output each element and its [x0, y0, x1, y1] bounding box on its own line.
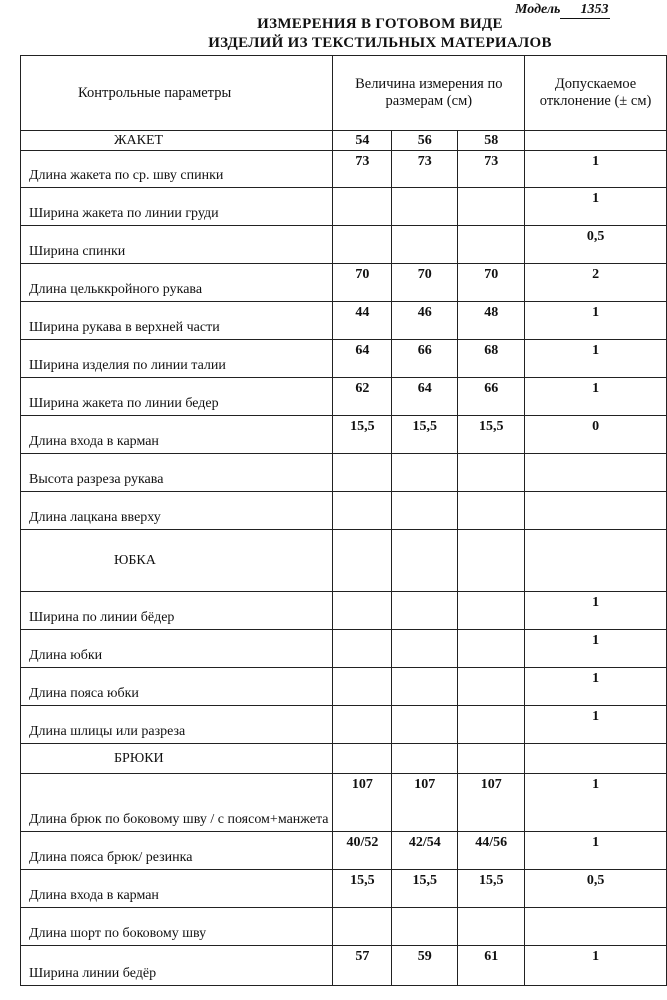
- size-value-cell: [333, 706, 392, 744]
- model-number-value: 1353: [560, 2, 610, 19]
- size-value-cell: [458, 592, 525, 630]
- size-value-cell: 44: [333, 302, 392, 340]
- parameter-name: Длина входа в карман: [21, 870, 333, 908]
- size-value-cell: [392, 592, 458, 630]
- parameter-name: Ширина рукава в верхней части: [21, 302, 333, 340]
- table-row: [21, 151, 667, 188]
- size-value-cell: 68: [458, 340, 525, 378]
- parameter-name: Ширина линии бедёр: [21, 946, 333, 986]
- size-value-cell: [392, 908, 458, 946]
- empty-cell: [525, 131, 667, 151]
- size-header-cell: 58: [458, 131, 525, 151]
- empty-cell: [525, 744, 667, 774]
- table-row: [21, 416, 667, 454]
- size-value-cell: 70: [333, 264, 392, 302]
- table-row: [21, 454, 667, 492]
- table-row: [21, 378, 667, 416]
- size-value-cell: 107: [392, 774, 458, 832]
- size-value-cell: 62: [333, 378, 392, 416]
- size-value-cell: 66: [458, 378, 525, 416]
- table-row: [21, 264, 667, 302]
- parameter-name: Ширина изделия по линии талии: [21, 340, 333, 378]
- tolerance-cell: 1: [525, 706, 667, 744]
- tolerance-cell: 1: [525, 151, 667, 188]
- empty-cell: [333, 530, 392, 592]
- size-value-cell: 59: [392, 946, 458, 986]
- empty-cell: [458, 744, 525, 774]
- size-value-cell: [333, 454, 392, 492]
- size-value-cell: 42/54: [392, 832, 458, 870]
- size-value-cell: [392, 706, 458, 744]
- table-row: [21, 302, 667, 340]
- skirt-section-cell: [21, 530, 333, 592]
- table-row: [21, 668, 667, 706]
- model-label: Модель: [515, 2, 561, 17]
- size-value-cell: 15,5: [458, 870, 525, 908]
- size-value-cell: 73: [458, 151, 525, 188]
- empty-cell: [333, 744, 392, 774]
- tolerance-cell: 1: [525, 302, 667, 340]
- size-value-cell: [333, 630, 392, 668]
- size-value-cell: [392, 226, 458, 264]
- tolerance-cell: 0: [525, 416, 667, 454]
- size-value-cell: [392, 492, 458, 530]
- column-header-param: Контрольные параметры: [21, 56, 333, 131]
- size-value-cell: 44/56: [458, 832, 525, 870]
- size-value-cell: 15,5: [392, 870, 458, 908]
- size-value-cell: 107: [333, 774, 392, 832]
- size-value-cell: 64: [333, 340, 392, 378]
- parameter-name: Ширина жакета по линии бедер: [21, 378, 333, 416]
- size-value-cell: [333, 226, 392, 264]
- parameter-name: Длина цельккройного рукава: [21, 264, 333, 302]
- column-header-tolerance: [525, 56, 667, 131]
- size-value-cell: 15,5: [333, 416, 392, 454]
- jacket-section-row: [21, 131, 667, 151]
- size-value-cell: [458, 706, 525, 744]
- size-value-cell: 15,5: [333, 870, 392, 908]
- skirt-section-row: [21, 530, 667, 592]
- tolerance-cell: 0,5: [525, 870, 667, 908]
- size-value-cell: 107: [458, 774, 525, 832]
- tolerance-cell: 0,5: [525, 226, 667, 264]
- size-value-cell: [458, 630, 525, 668]
- size-value-cell: 73: [392, 151, 458, 188]
- size-value-cell: [333, 188, 392, 226]
- size-value-cell: 15,5: [458, 416, 525, 454]
- trousers-section-cell: [21, 744, 333, 774]
- size-header-cell: 54: [333, 131, 392, 151]
- table-row: [21, 340, 667, 378]
- size-value-cell: [333, 668, 392, 706]
- parameter-name: Длина входа в карман: [21, 416, 333, 454]
- size-value-cell: 61: [458, 946, 525, 986]
- tolerance-cell: 2: [525, 264, 667, 302]
- size-value-cell: 48: [458, 302, 525, 340]
- tolerance-cell: 1: [525, 668, 667, 706]
- table-header-row: [21, 56, 667, 131]
- size-header-cell: 56: [392, 131, 458, 151]
- table-row: [21, 592, 667, 630]
- tolerance-cell: 1: [525, 378, 667, 416]
- jacket-section-cell: [21, 131, 333, 151]
- parameter-name: Длина жакета по ср. шву спинки: [21, 151, 333, 188]
- empty-cell: [392, 744, 458, 774]
- tolerance-label: Допускаемое отклонение (± см): [539, 76, 652, 109]
- parameter-name: Ширина спинки: [21, 226, 333, 264]
- skirt-section-title: ЮБКА: [114, 552, 156, 568]
- size-value-cell: 70: [392, 264, 458, 302]
- size-value-cell: [458, 668, 525, 706]
- tolerance-cell: 1: [525, 832, 667, 870]
- parameter-name: Длина шорт по боковому шву: [21, 908, 333, 946]
- size-value-cell: 15,5: [392, 416, 458, 454]
- tolerance-cell: [525, 492, 667, 530]
- size-value-cell: [458, 908, 525, 946]
- size-value-cell: 70: [458, 264, 525, 302]
- trousers-section-row: [21, 744, 667, 774]
- size-value-cell: 66: [392, 340, 458, 378]
- parameter-name: Ширина жакета по линии груди: [21, 188, 333, 226]
- size-value-cell: [458, 454, 525, 492]
- parameter-name: Длина шлицы или разреза: [21, 706, 333, 744]
- parameter-name: Длина юбки: [21, 630, 333, 668]
- tolerance-cell: 1: [525, 188, 667, 226]
- size-value-cell: [392, 630, 458, 668]
- table-row: [21, 908, 667, 946]
- size-value-cell: [333, 492, 392, 530]
- tolerance-cell: 1: [525, 946, 667, 986]
- size-value-cell: 57: [333, 946, 392, 986]
- tolerance-cell: 1: [525, 340, 667, 378]
- empty-cell: [525, 530, 667, 592]
- size-value-cell: 64: [392, 378, 458, 416]
- table-row: [21, 870, 667, 908]
- table-row: [21, 774, 667, 832]
- tolerance-cell: [525, 908, 667, 946]
- parameter-name: Высота разреза рукава: [21, 454, 333, 492]
- parameter-name: Длина пояса брюк/ резинка: [21, 832, 333, 870]
- document-title-line-2: ИЗДЕЛИЙ ИЗ ТЕКСТИЛЬНЫХ МАТЕРИАЛОВ: [208, 35, 552, 51]
- tolerance-cell: 1: [525, 592, 667, 630]
- tolerance-cell: 1: [525, 774, 667, 832]
- size-value-cell: [333, 592, 392, 630]
- empty-cell: [458, 530, 525, 592]
- size-value-cell: [333, 908, 392, 946]
- table-row: [21, 832, 667, 870]
- parameter-name: Длина брюк по боковому шву / с поясом+манжета: [21, 774, 333, 832]
- size-value-cell: [458, 226, 525, 264]
- parameter-name: Длина лацкана вверху: [21, 492, 333, 530]
- empty-cell: [392, 530, 458, 592]
- table-row: [21, 706, 667, 744]
- document-title-line-1: ИЗМЕРЕНИЯ В ГОТОВОМ ВИДЕ: [257, 16, 503, 32]
- size-value-cell: 46: [392, 302, 458, 340]
- table-row: [21, 946, 667, 986]
- size-value-cell: [458, 188, 525, 226]
- size-value-cell: 73: [333, 151, 392, 188]
- table-row: [21, 630, 667, 668]
- tolerance-cell: [525, 454, 667, 492]
- jacket-section-title: ЖАКЕТ: [114, 132, 164, 148]
- trousers-section-title: БРЮКИ: [114, 750, 164, 766]
- size-value-cell: [392, 668, 458, 706]
- column-header-size-value: [333, 56, 525, 131]
- size-value-cell: [458, 492, 525, 530]
- size-value-cell: [392, 188, 458, 226]
- table-row: [21, 492, 667, 530]
- measurements-table: [20, 55, 667, 986]
- tolerance-cell: 1: [525, 630, 667, 668]
- size-value-cell: 40/52: [333, 832, 392, 870]
- table-row: [21, 188, 667, 226]
- parameter-name: Ширина по линии бёдер: [21, 592, 333, 630]
- table-row: [21, 226, 667, 264]
- size-value-cell: [392, 454, 458, 492]
- size-value-label: Величина измерения по размерам (см): [355, 76, 503, 109]
- parameter-name: Длина пояса юбки: [21, 668, 333, 706]
